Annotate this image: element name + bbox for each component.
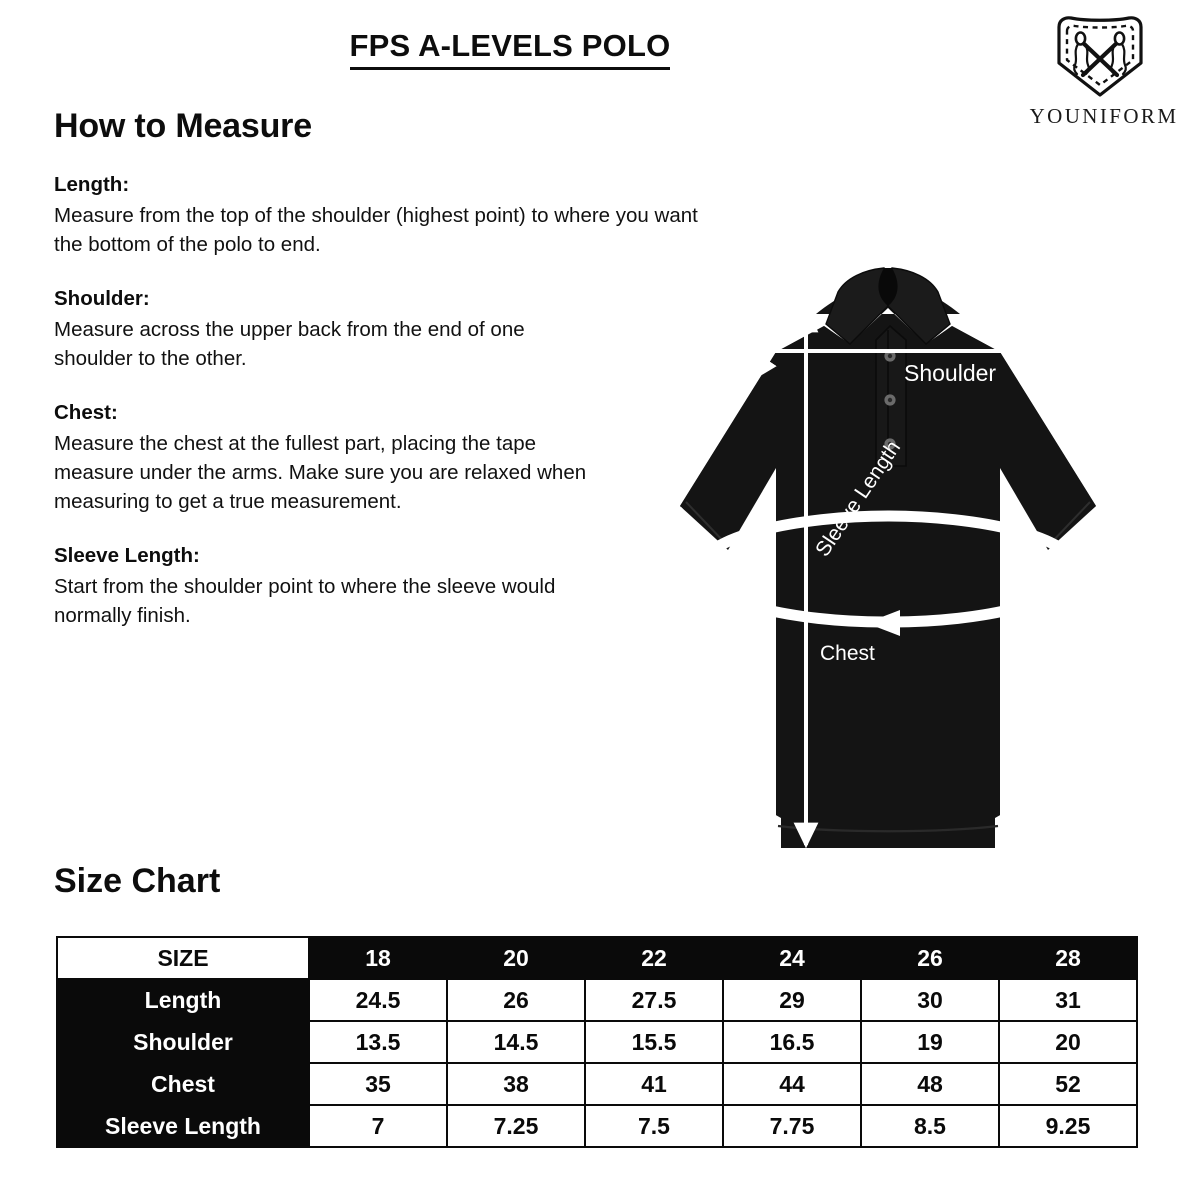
size-header-cell: 28 [999, 937, 1137, 979]
row-value: 31 [999, 979, 1137, 1021]
row-value: 24.5 [309, 979, 447, 1021]
shoulder-label: Shoulder [904, 360, 997, 386]
measurement-term: Shoulder: [54, 287, 150, 311]
page-title [0, 28, 1020, 70]
chest-label: Chest [820, 642, 875, 665]
row-value: 7 [309, 1105, 447, 1147]
row-value: 7.25 [447, 1105, 585, 1147]
row-value: 9.25 [999, 1105, 1137, 1147]
row-value: 26 [447, 979, 585, 1021]
sleeve-length-label: Sleeve Length [811, 436, 906, 561]
pocket-with-crossed-needles-icon [1010, 10, 1190, 108]
how-to-measure-heading: How to Measure [54, 107, 312, 145]
table-row [57, 1021, 1137, 1063]
row-value: 52 [999, 1063, 1137, 1105]
row-value: 30 [861, 979, 999, 1021]
row-value: 41 [585, 1063, 723, 1105]
measurement-length [54, 171, 714, 259]
table-row [57, 979, 1137, 1021]
measurement-description: Start from the shoulder point to where the sleeve would normally finish. [54, 574, 556, 627]
length-label: Length [748, 633, 771, 698]
table-row [57, 1105, 1137, 1147]
size-chart-table-wrapper [56, 936, 1140, 1148]
row-value: 38 [447, 1063, 585, 1105]
row-label: Sleeve Length [57, 1105, 309, 1147]
measurement-term: Chest: [54, 401, 118, 425]
measurement-term: Length: [54, 173, 130, 197]
measurement-description: Measure the chest at the fullest part, placing the tape measure under the arms. Make sure you are relaxed when measuring to get a true measurement. [54, 431, 587, 514]
brand-logo [1010, 10, 1190, 129]
measurement-description: Measure from the top of the shoulder (highest point) to where you want the bottom of the polo to end. [54, 204, 698, 257]
row-value: 13.5 [309, 1021, 447, 1063]
row-value: 35 [309, 1063, 447, 1105]
polo-measurement-diagram [588, 248, 1188, 868]
row-label: Chest [57, 1063, 309, 1105]
size-header-cell: 18 [309, 937, 447, 979]
row-value: 27.5 [585, 979, 723, 1021]
size-header-cell: 26 [861, 937, 999, 979]
row-label: Shoulder [57, 1021, 309, 1063]
size-header-cell: 22 [585, 937, 723, 979]
measurement-description: Measure across the upper back from the end of one shoulder to the other. [54, 317, 525, 371]
row-value: 14.5 [447, 1021, 585, 1063]
row-value: 29 [723, 979, 861, 1021]
size-chart-table [56, 936, 1138, 1148]
table-row [57, 1063, 1137, 1105]
row-value: 44 [723, 1063, 861, 1105]
row-label: Length [57, 979, 309, 1021]
size-header-cell: 20 [447, 937, 585, 979]
row-value: 7.75 [723, 1105, 861, 1147]
measurement-term: Sleeve Length: [54, 544, 200, 568]
brand-name: YOUNIFORM [1029, 104, 1179, 128]
row-value: 15.5 [585, 1021, 723, 1063]
row-value: 20 [999, 1021, 1137, 1063]
page-title-text: FPS A-LEVELS POLO [350, 28, 671, 70]
row-value: 19 [861, 1021, 999, 1063]
row-value: 7.5 [585, 1105, 723, 1147]
row-value: 48 [861, 1063, 999, 1105]
table-header-row [57, 937, 1137, 979]
polo-shirt-graphic [680, 268, 1096, 848]
size-chart-title: Size Chart [54, 862, 221, 900]
size-header-cell: 24 [723, 937, 861, 979]
row-value: 8.5 [861, 1105, 999, 1147]
size-corner-label: SIZE [57, 937, 309, 979]
row-value: 16.5 [723, 1021, 861, 1063]
